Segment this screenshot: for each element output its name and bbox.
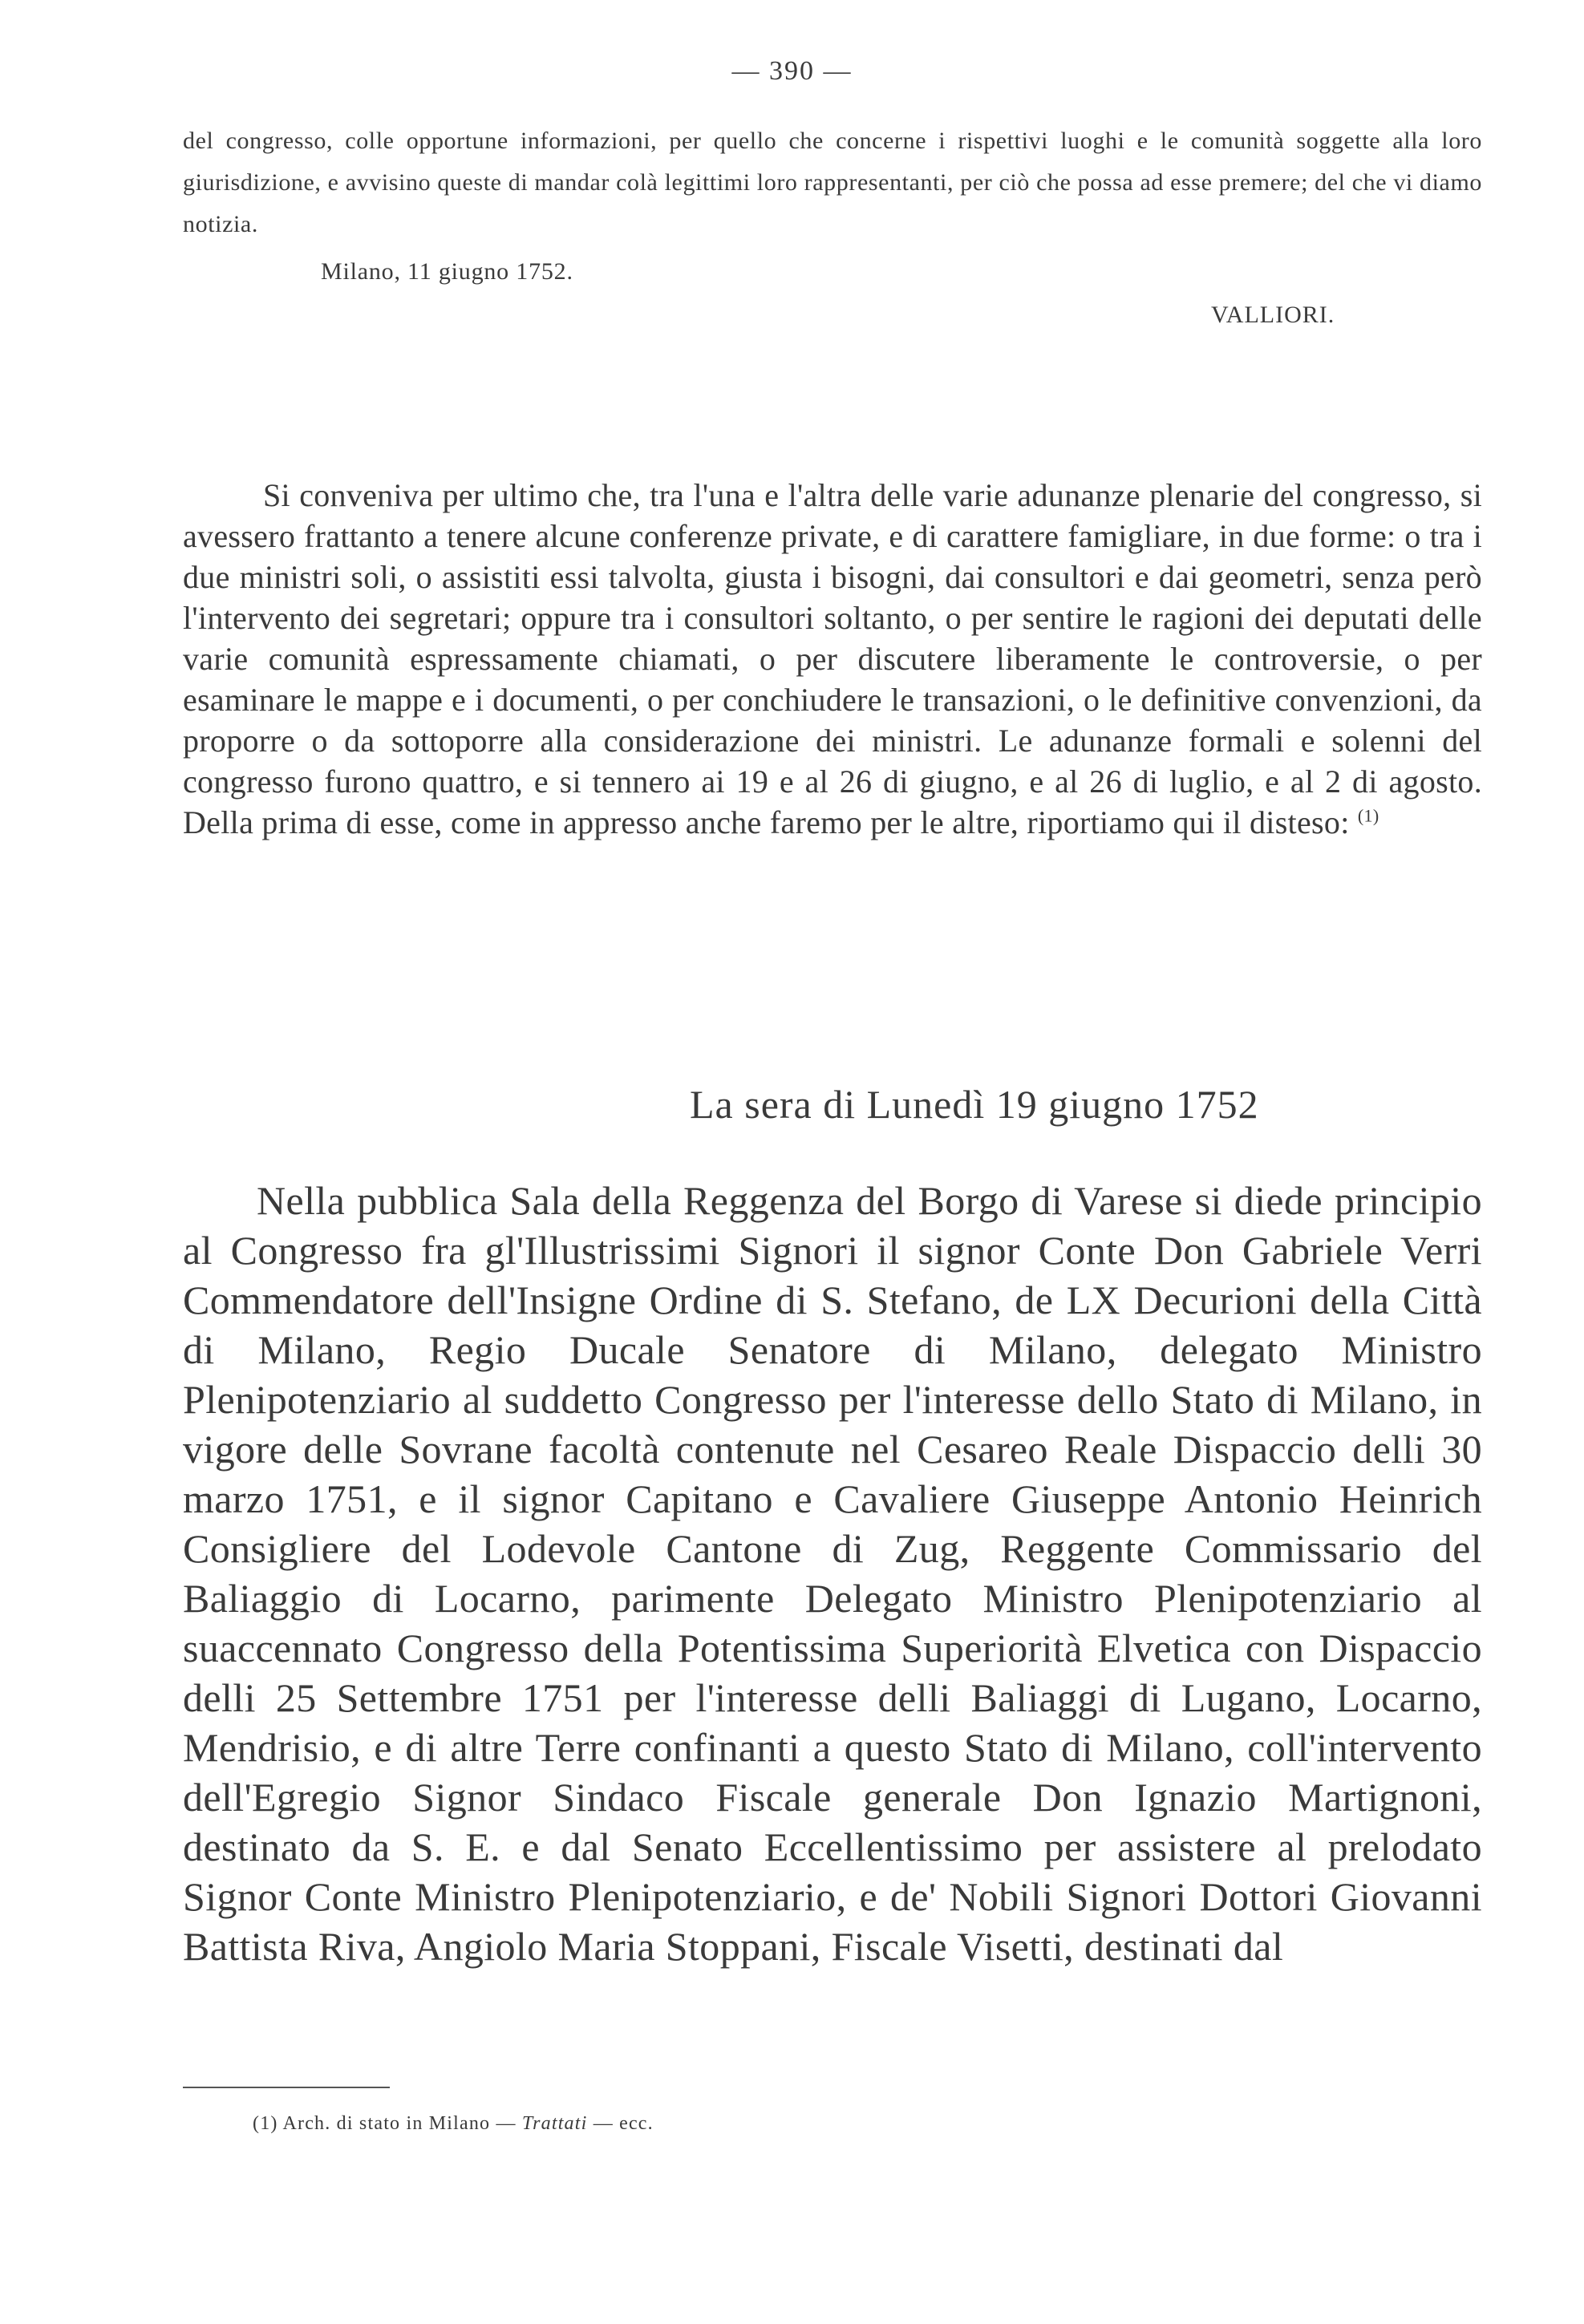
record-body-paragraph: Nella pubblica Sala della Reggenza del Borgo di Varese si diede principio al Congresso fra gl'Illustrissimi Signori il signor Conte Don Gabriele Verri Commendatore dell'Insigne Ordine di S. Stefano, de LX Decurioni della Città di Milano, Regio Ducale Senatore di Milano, delegato Ministro Plenipotenziario al suddetto Congresso per l'interesse dello Stato di Milano, in vigore delle Sovrane facoltà contenute nel Cesareo Reale Dispaccio delli 30 marzo 1751, e il signor Capitano e Cavaliere Giuseppe Antonio Heinrich Consigliere del Lodevole Cantone di Zug, Reggente Commissario del Baliaggio di Locarno, parimente Delegato Ministro Plenipotenziario al suaccennato Congresso della Potentissima Superiorità Elvetica con Dispaccio delli 25 Settembre 1751 per l'interesse delli Baliaggi di Lugano, Locarno, Mendrisio, e di altre Terre confinanti a questo Stato di Milano, coll'intervento dell'Egregio Signor Sindaco Fiscale generale Don Ignazio Martignoni, destinato da S. E. e dal Senato Eccellentissimo per assistere al prelodato Signor Conte Ministro Plenipotenziario, e de' Nobili Signori Dottori Giovanni Battista Riva, Angiolo Maria Stoppani, Fiscale Visetti, destinati dal (183, 1178, 1482, 1969)
footnote-source: Arch. di stato in Milano — (282, 2113, 517, 2134)
footnote-marker: (1) (253, 2113, 278, 2134)
footnote-reference: (1) (1357, 805, 1379, 826)
letter-signature: VALLIORI. (1211, 302, 1335, 328)
letter-closing-paragraph: del congresso, colle opportune informazioni, per quello che concerne i rispettivi luoghi e le comunità soggette alla loro giurisdizione, e avvisino queste di mandar colà legittimi loro rappresentanti, per ciò che possa ad esse premere; del che vi diamo notizia. (183, 128, 1482, 237)
footnote-tail: — ecc. (593, 2113, 654, 2134)
record-heading: La sera di Lunedì 19 giugno 1752 (690, 1082, 1259, 1127)
footnote-title: Trattati (521, 2113, 588, 2134)
narrative-paragraph (183, 475, 1482, 843)
page-number: — 390 — (731, 56, 853, 86)
footnote (253, 2113, 654, 2135)
letter-dateline: Milano, 11 giugno 1752. (321, 258, 573, 285)
narrative-text: Si conveniva per ultimo che, tra l'una e l'altra delle varie adunanze plenarie del congresso, si avessero frattanto a tenere alcune conferenze private, e di carattere famigliare, in due forme: o tra i due ministri soli, o assistiti essi talvolta, giusta i bisogni, dai consultori e dai geometri, senza però l'intervento dei segretari; oppure tra i consultori soltanto, o per sentire le ragioni dei deputati delle varie comunità espressamente chiamati, o per discutere liberamente le controversie, o per esaminare le mappe e i documenti, o per conchiudere le transazioni, o le definitive convenzioni, da proporre o da sottoporre alla considerazione dei ministri. Le adunanze formali e solenni del congresso furono quattro, e si tennero ai 19 e al 26 di giugno, e al 26 di luglio, e al 2 di agosto. Della prima di esse, come in appresso anche faremo per le altre, riportiamo qui il disteso: (183, 477, 1482, 840)
footnote-divider (183, 2087, 390, 2088)
